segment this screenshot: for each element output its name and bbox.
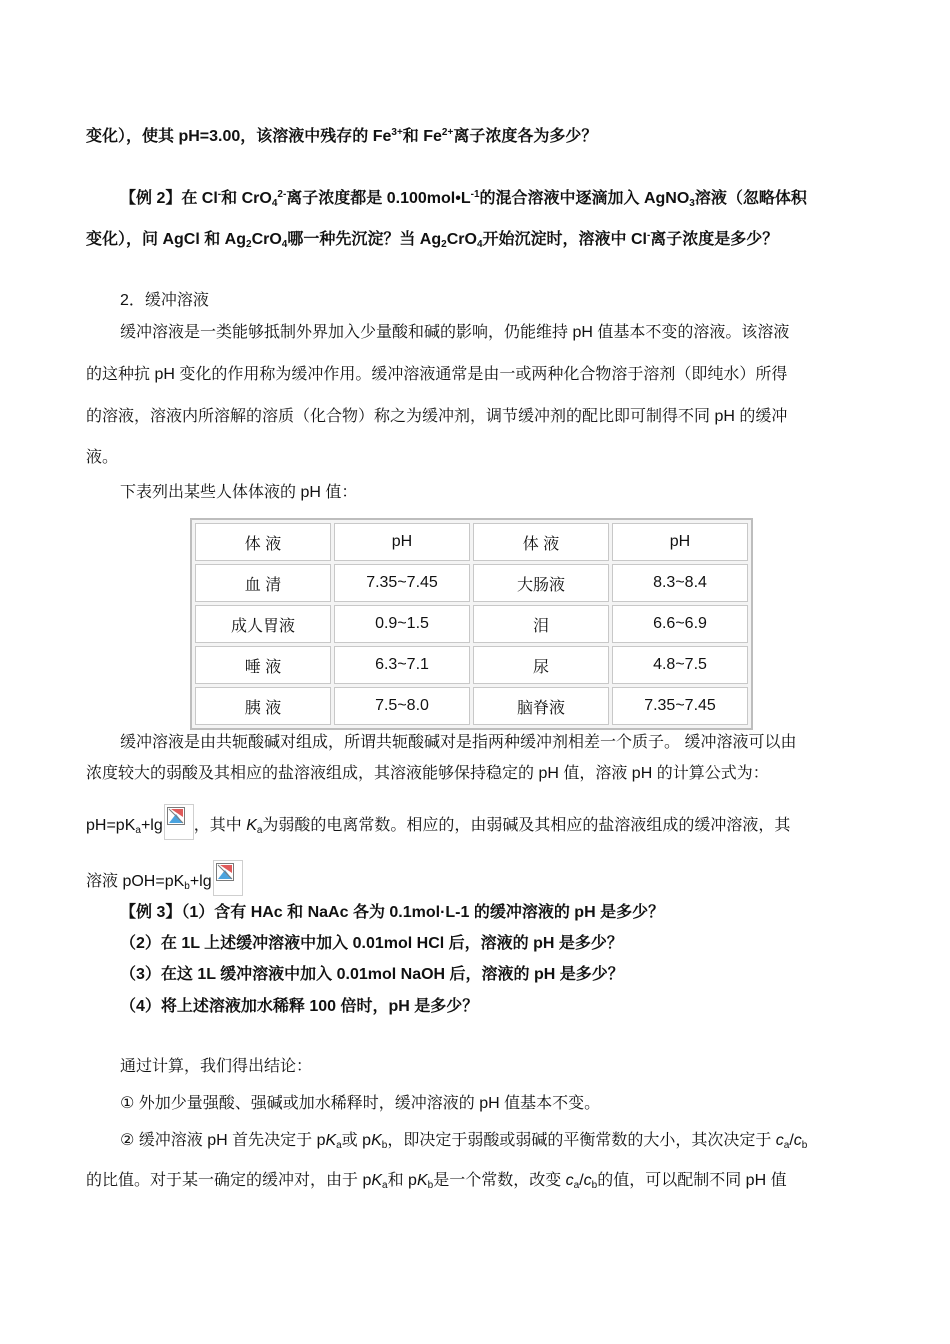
table-row <box>195 687 748 725</box>
text-run: 离子浓度各为多少？ <box>453 128 598 145</box>
text-run: CrO <box>446 231 477 248</box>
variable: c <box>565 1172 574 1189</box>
formula-line-ph <box>86 804 790 840</box>
subscript: 2 <box>441 239 447 250</box>
text-run: +lg <box>189 873 212 890</box>
table-cell: 6.6~6.9 <box>612 605 748 643</box>
text-run: +lg <box>140 817 163 834</box>
table-cell: 胰 液 <box>195 687 331 725</box>
table-cell: 0.9~1.5 <box>334 605 470 643</box>
text-run: 溶液 pOH=pK <box>86 873 185 890</box>
body-fluid-ph-table <box>190 518 753 730</box>
table-cell: 4.8~7.5 <box>612 646 748 684</box>
text-run: ，其中 <box>193 817 247 834</box>
paragraph-line: 液。 <box>86 449 119 466</box>
table-cell: 尿 <box>473 646 609 684</box>
subscript: 2 <box>246 239 252 250</box>
broken-image-icon <box>164 804 194 840</box>
subscript: b <box>427 1180 434 1191</box>
superscript: - <box>217 189 222 200</box>
column-header: pH <box>334 523 470 561</box>
table-cell: 7.5~8.0 <box>334 687 470 725</box>
paragraph-line: 的溶液，溶液内所溶解的溶质（化合物）称之为缓冲剂，调节缓冲剂的配比即可制得不同 pH 的缓冲 <box>86 408 788 425</box>
text-run: / <box>579 1172 584 1189</box>
superscript: - <box>646 230 651 241</box>
text-run: 离子浓度都是 0.100mol•L <box>286 190 471 207</box>
table-row <box>195 646 748 684</box>
subscript: b <box>591 1180 598 1191</box>
example2-line-2 <box>86 229 778 251</box>
subscript: a <box>256 825 263 836</box>
example1-tail-line <box>86 126 597 148</box>
text-run: 离子浓度是多少？ <box>650 231 779 248</box>
text-run: / <box>789 1132 794 1149</box>
text-run: 和 Fe <box>402 128 442 145</box>
text-run: 的混合溶液中逐滴加入 AgNO <box>479 190 690 207</box>
subscript: a <box>573 1180 580 1191</box>
subscript: a <box>336 1140 342 1151</box>
broken-image-icon <box>213 860 243 896</box>
variable: K <box>416 1172 428 1189</box>
variable: K <box>325 1132 337 1149</box>
variable: K <box>371 1172 383 1189</box>
superscript: -1 <box>470 189 480 200</box>
text-run: ② 缓冲溶液 pH 首先决定于 p <box>120 1132 326 1149</box>
table-intro: 下表列出某些人体体液的 pH 值： <box>120 484 358 501</box>
variable: K <box>246 817 257 834</box>
conclusion-continuation <box>86 1170 787 1192</box>
example3-line: 【例 3】（1）含有 HAc 和 NaAc 各为 0.1mol·L-1 的缓冲溶液的 pH 是多少？ <box>120 904 665 921</box>
variable: c <box>583 1172 592 1189</box>
table-cell: 大肠液 <box>473 564 609 602</box>
table-cell: 8.3~8.4 <box>612 564 748 602</box>
text-run: CrO <box>251 231 282 248</box>
formula-line-poh <box>86 860 243 896</box>
column-header: 体 液 <box>195 523 331 561</box>
paragraph-line: 的这种抗 pH 变化的作用称为缓冲作用。缓冲溶液通常是由一或两种化合物溶于溶剂（即纯水）所得 <box>86 366 788 383</box>
subscript: a <box>783 1140 790 1151</box>
conclusion-intro: 通过计算，我们得出结论： <box>120 1058 313 1075</box>
text-run: 的值，可以配制不同 pH 值 <box>597 1172 787 1189</box>
table-cell: 7.35~7.45 <box>334 564 470 602</box>
table-cell: 脑脊液 <box>473 687 609 725</box>
example3-line: （4）将上述溶液加水稀释 100 倍时，pH 是多少？ <box>120 998 479 1015</box>
text-run: 变化），使其 pH=3.00，该溶液中残存的 Fe <box>86 128 392 145</box>
variable: K <box>371 1132 382 1149</box>
table-header-row <box>195 523 748 561</box>
variable: c <box>793 1132 802 1149</box>
paragraph-line: 缓冲溶液是一类能够抵制外界加入少量酸和碱的影响，仍能维持 pH 值基本不变的溶液。该溶液 <box>120 324 790 341</box>
example3-line: （3）在这 1L 缓冲溶液中加入 0.01mol NaOH 后，溶液的 pH 是多少？ <box>120 966 624 983</box>
table-row <box>195 564 748 602</box>
text-run: 【例 2】在 Cl <box>120 190 218 207</box>
subscript: b <box>801 1140 808 1151</box>
conclusion-item <box>120 1130 807 1152</box>
text-run: 的比值。对于某一确定的缓冲对，由于 p <box>86 1172 372 1189</box>
text-run: pH=pK <box>86 817 136 834</box>
text-run: 开始沉淀时，溶液中 Cl <box>482 231 647 248</box>
text-run: 和 CrO <box>221 190 272 207</box>
subscript: b <box>184 881 190 892</box>
column-header: 体 液 <box>473 523 609 561</box>
example2-line-1 <box>120 188 807 210</box>
text-run: 和 p <box>387 1172 417 1189</box>
subscript: 4 <box>476 239 483 250</box>
table-cell: 泪 <box>473 605 609 643</box>
table-cell: 成人胃液 <box>195 605 331 643</box>
table-cell: 唾 液 <box>195 646 331 684</box>
example3-line: （2）在 1L 上述缓冲溶液中加入 0.01mol HCl 后，溶液的 pH 是多少？ <box>120 935 623 952</box>
superscript: 3+ <box>391 127 403 138</box>
superscript: 2- <box>277 189 287 200</box>
paragraph-line: 浓度较大的弱酸及其相应的盐溶液组成，其溶液能够保持稳定的 pH 值，溶液 pH 的计算公式为： <box>86 765 769 782</box>
variable: c <box>775 1132 784 1149</box>
subscript: 3 <box>689 198 695 209</box>
text-run: 或 p <box>341 1132 372 1149</box>
subscript: 4 <box>281 239 288 250</box>
table-cell: 6.3~7.1 <box>334 646 470 684</box>
text-run: ，即决定于弱酸或弱碱的平衡常数的大小，其次决定于 <box>387 1132 776 1149</box>
text-run: 是一个常数，改变 <box>433 1172 566 1189</box>
table-cell: 7.35~7.45 <box>612 687 748 725</box>
subscript: a <box>135 825 141 836</box>
subscript: a <box>382 1180 388 1191</box>
text-run: 溶液（忽略体积 <box>694 190 807 207</box>
section-heading: 2．缓冲溶液 <box>120 292 209 309</box>
subscript: 4 <box>271 198 278 209</box>
text-run: 哪一种先沉淀？当 Ag <box>287 231 442 248</box>
paragraph-line: 缓冲溶液是由共轭酸碱对组成，所谓共轭酸碱对是指两种缓冲剂相差一个质子。 缓冲溶液可以由 <box>120 734 797 751</box>
table-row <box>195 605 748 643</box>
superscript: 2+ <box>441 127 454 138</box>
subscript: b <box>381 1140 388 1151</box>
table-cell: 血 清 <box>195 564 331 602</box>
text-run: 为弱酸的电离常数。相应的，由弱碱及其相应的盐溶液组成的缓冲溶液，其 <box>262 817 791 834</box>
text-run: 变化），问 AgCl 和 Ag <box>86 231 246 248</box>
conclusion-item: ① 外加少量强酸、强碱或加水稀释时，缓冲溶液的 pH 值基本不变。 <box>120 1095 601 1112</box>
column-header: pH <box>612 523 748 561</box>
